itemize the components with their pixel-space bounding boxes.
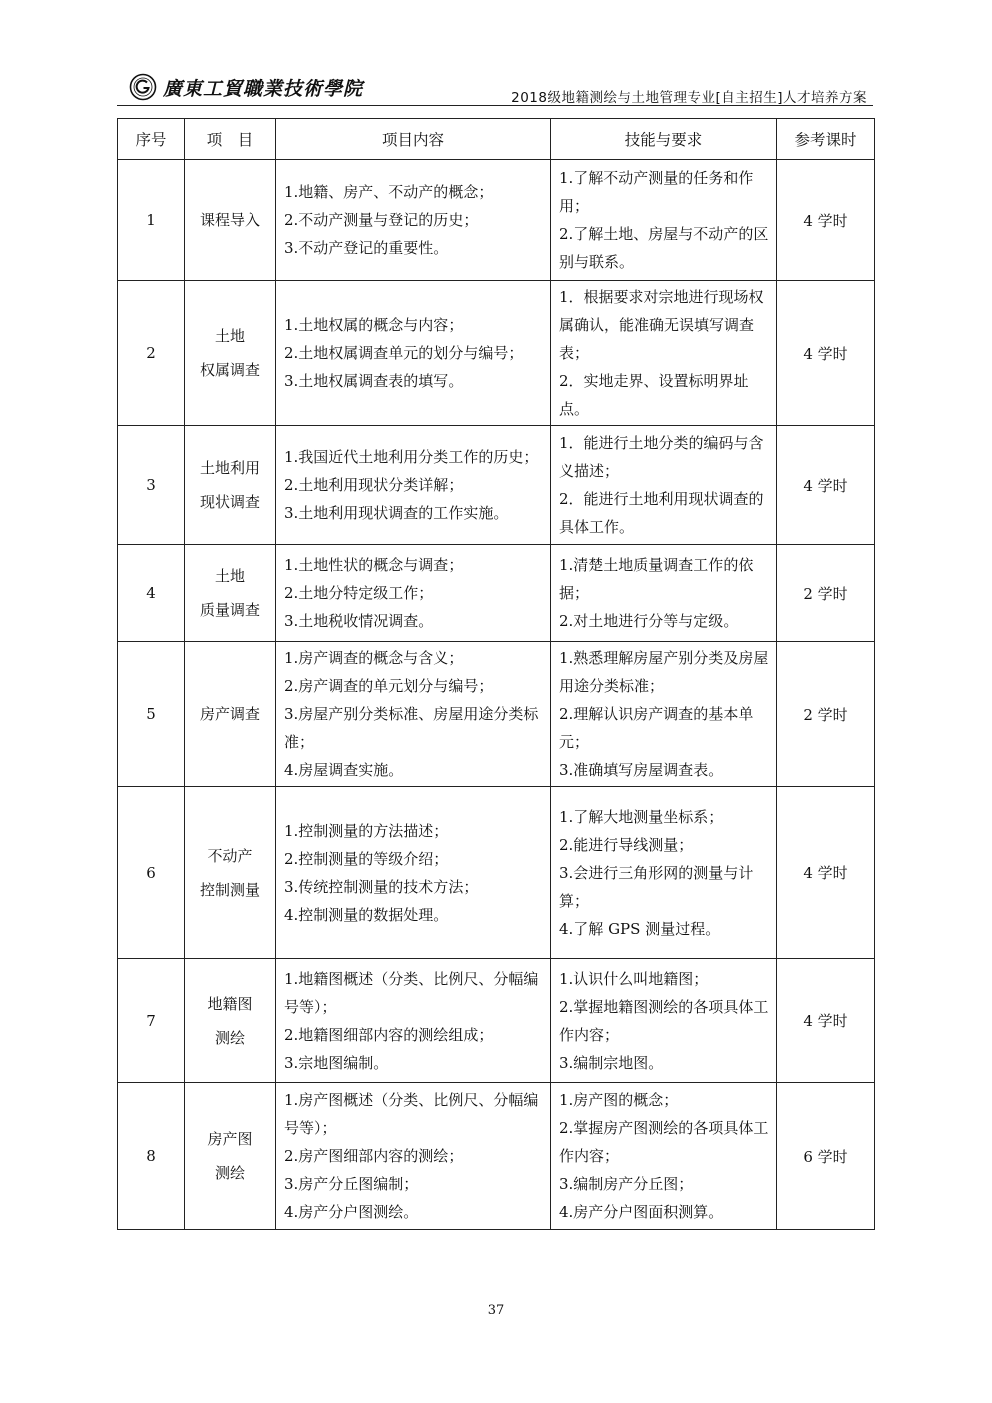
cell-skills xyxy=(551,281,777,426)
cell-content xyxy=(276,426,551,545)
skills-line: 2.掌握房产图测绘的各项具体工作内容； xyxy=(559,1119,769,1165)
cell-content xyxy=(276,959,551,1083)
skills-line: 4.房产分户图面积测算。 xyxy=(559,1203,724,1221)
cell-item xyxy=(185,959,276,1083)
cell-item xyxy=(185,426,276,545)
content-line: 3.土地税收情况调查。 xyxy=(284,612,434,630)
cell-content xyxy=(276,160,551,281)
content-line: 2.房产调查的单元划分与编号； xyxy=(284,677,494,695)
content-line: 2.地籍图细部内容的测绘组成； xyxy=(284,1025,494,1044)
content-line: 1.土地权属的概念与内容； xyxy=(284,316,464,334)
skills-line: 3.准确填写房屋调查表。 xyxy=(559,761,724,779)
content-line: 2.土地权属调查单元的划分与编号； xyxy=(284,344,524,362)
table-header-row xyxy=(118,119,875,160)
table-row xyxy=(118,160,875,281)
item-line: 质量调查 xyxy=(199,601,260,619)
skills-line: 1．根据要求对宗地进行现场权属确认，能准确无误填写调查表； xyxy=(559,288,764,362)
cell-no: 7 xyxy=(118,959,185,1083)
content-line: 4.房屋调查实施。 xyxy=(284,761,404,779)
cell-skills xyxy=(551,1083,777,1230)
content-line: 1.我国近代土地利用分类工作的历史； xyxy=(284,448,539,466)
content-line: 3.房屋产别分类标准、房屋用途分类标准； xyxy=(284,705,539,751)
content-line: 3.宗地图编制。 xyxy=(284,1053,389,1072)
content-line: 1.土地性状的概念与调查； xyxy=(284,556,464,574)
cell-hours: 4 学时 xyxy=(777,160,875,281)
cell-skills xyxy=(551,160,777,281)
column-header-item: 项 目 xyxy=(185,119,276,160)
skills-line: 3.会进行三角形网的测量与计算； xyxy=(559,863,754,910)
cell-item xyxy=(185,545,276,642)
skills-line: 4.了解 GPS 测量过程。 xyxy=(559,919,721,938)
item-line: 权属调查 xyxy=(199,361,260,379)
content-line: 1.控制测量的方法描述； xyxy=(284,821,449,840)
cell-skills xyxy=(551,545,777,642)
cell-no: 3 xyxy=(118,426,185,545)
cell-content xyxy=(276,281,551,426)
content-line: 1.地籍图概述（分类、比例尺、分幅编号等）； xyxy=(284,969,539,1016)
skills-line: 2.了解土地、房屋与不动产的区别与联系。 xyxy=(559,225,769,271)
cell-content xyxy=(276,1083,551,1230)
table-row xyxy=(118,545,875,642)
item-line: 土地 xyxy=(214,567,245,585)
document-title: 2018级地籍测绘与土地管理专业[自主招生]人才培养方案 xyxy=(511,90,867,106)
header-divider xyxy=(117,105,873,106)
cell-skills xyxy=(551,642,777,787)
item-line: 房产调查 xyxy=(199,705,260,723)
item-line: 土地利用 xyxy=(199,459,260,477)
skills-line: 3.编制宗地图。 xyxy=(559,1053,664,1072)
item-line: 房产图 xyxy=(207,1130,253,1148)
content-line: 2.土地利用现状分类详解； xyxy=(284,476,464,494)
cell-no: 2 xyxy=(118,281,185,426)
cell-content xyxy=(276,545,551,642)
item-line: 现状调查 xyxy=(199,493,260,511)
content-line: 4.房产分户图测绘。 xyxy=(284,1203,419,1221)
skills-line: 1.房产图的概念； xyxy=(559,1091,679,1109)
table-row xyxy=(118,642,875,787)
item-line: 课程导入 xyxy=(199,211,260,229)
cell-item xyxy=(185,160,276,281)
content-line: 3.不动产登记的重要性。 xyxy=(284,239,449,257)
content-line: 1.房产调查的概念与含义； xyxy=(284,649,464,667)
skills-line: 2.理解认识房产调查的基本单元； xyxy=(559,705,754,751)
content-line: 2.土地分特定级工作； xyxy=(284,584,434,602)
content-line: 2.控制测量的等级介绍； xyxy=(284,849,449,868)
page-number: 37 xyxy=(487,1303,505,1318)
content-line: 3.土地利用现状调查的工作实施。 xyxy=(284,504,509,522)
school-name: 廣東工貿職業技術學院 xyxy=(163,77,364,100)
content-line: 2.房产图细部内容的测绘； xyxy=(284,1147,464,1165)
skills-line: 1.熟悉理解房屋产别分类及房屋用途分类标准； xyxy=(559,649,769,695)
cell-skills xyxy=(551,787,777,959)
content-line: 1.房产图概述（分类、比例尺、分幅编号等）； xyxy=(284,1091,539,1137)
cell-skills xyxy=(551,426,777,545)
skills-line: 1.了解不动产测量的任务和作用； xyxy=(559,169,754,215)
cell-no: 8 xyxy=(118,1083,185,1230)
cell-hours: 4 学时 xyxy=(777,787,875,959)
cell-hours: 2 学时 xyxy=(777,545,875,642)
cell-hours: 4 学时 xyxy=(777,426,875,545)
item-line: 土地 xyxy=(214,327,245,345)
cell-hours: 4 学时 xyxy=(777,959,875,1083)
content-line: 3.房产分丘图编制； xyxy=(284,1175,419,1193)
content-line: 3.土地权属调查表的填写。 xyxy=(284,372,464,390)
school-logo xyxy=(129,72,363,102)
table-row xyxy=(118,1083,875,1230)
cell-hours: 2 学时 xyxy=(777,642,875,787)
cell-hours: 4 学时 xyxy=(777,281,875,426)
skills-line: 1.了解大地测量坐标系； xyxy=(559,807,724,826)
item-line: 测绘 xyxy=(214,1164,245,1182)
skills-line: 3.编制房产分丘图； xyxy=(559,1175,694,1193)
skills-line: 2.掌握地籍图测绘的各项具体工作内容； xyxy=(559,997,769,1044)
table-row xyxy=(118,959,875,1083)
column-header-content: 项目内容 xyxy=(276,119,551,160)
item-line: 控制测量 xyxy=(199,880,260,899)
cell-content xyxy=(276,642,551,787)
page-header xyxy=(117,70,873,106)
cell-no: 6 xyxy=(118,787,185,959)
skills-line: 1.清楚土地质量调查工作的依据； xyxy=(559,556,754,602)
skills-line: 2.对土地进行分等与定级。 xyxy=(559,612,739,630)
column-header-no: 序号 xyxy=(118,119,185,160)
school-seal-icon xyxy=(129,73,157,101)
cell-item xyxy=(185,642,276,787)
column-header-hours: 参考课时 xyxy=(777,119,875,160)
course-content-table xyxy=(117,118,875,1230)
item-line: 地籍图 xyxy=(207,994,253,1013)
table-row xyxy=(118,281,875,426)
skills-line: 2．实地走界、设置标明界址点。 xyxy=(559,372,749,418)
skills-line: 1.认识什么叫地籍图； xyxy=(559,969,709,988)
content-line: 2.不动产测量与登记的历史； xyxy=(284,211,479,229)
cell-content xyxy=(276,787,551,959)
cell-no: 1 xyxy=(118,160,185,281)
content-line: 4.控制测量的数据处理。 xyxy=(284,905,449,924)
cell-no: 4 xyxy=(118,545,185,642)
table-row xyxy=(118,426,875,545)
table-row xyxy=(118,787,875,959)
cell-no: 5 xyxy=(118,642,185,787)
content-line: 3.传统控制测量的技术方法； xyxy=(284,877,479,896)
content-line: 1.地籍、房产、不动产的概念； xyxy=(284,183,494,201)
cell-item xyxy=(185,787,276,959)
cell-item xyxy=(185,281,276,426)
cell-skills xyxy=(551,959,777,1083)
item-line: 不动产 xyxy=(207,846,253,865)
skills-line: 2．能进行土地利用现状调查的具体工作。 xyxy=(559,490,764,536)
cell-hours: 6 学时 xyxy=(777,1083,875,1230)
column-header-skills: 技能与要求 xyxy=(551,119,777,160)
item-line: 测绘 xyxy=(214,1028,245,1047)
cell-item xyxy=(185,1083,276,1230)
skills-line: 1．能进行土地分类的编码与含义描述； xyxy=(559,434,764,480)
skills-line: 2.能进行导线测量； xyxy=(559,835,694,854)
